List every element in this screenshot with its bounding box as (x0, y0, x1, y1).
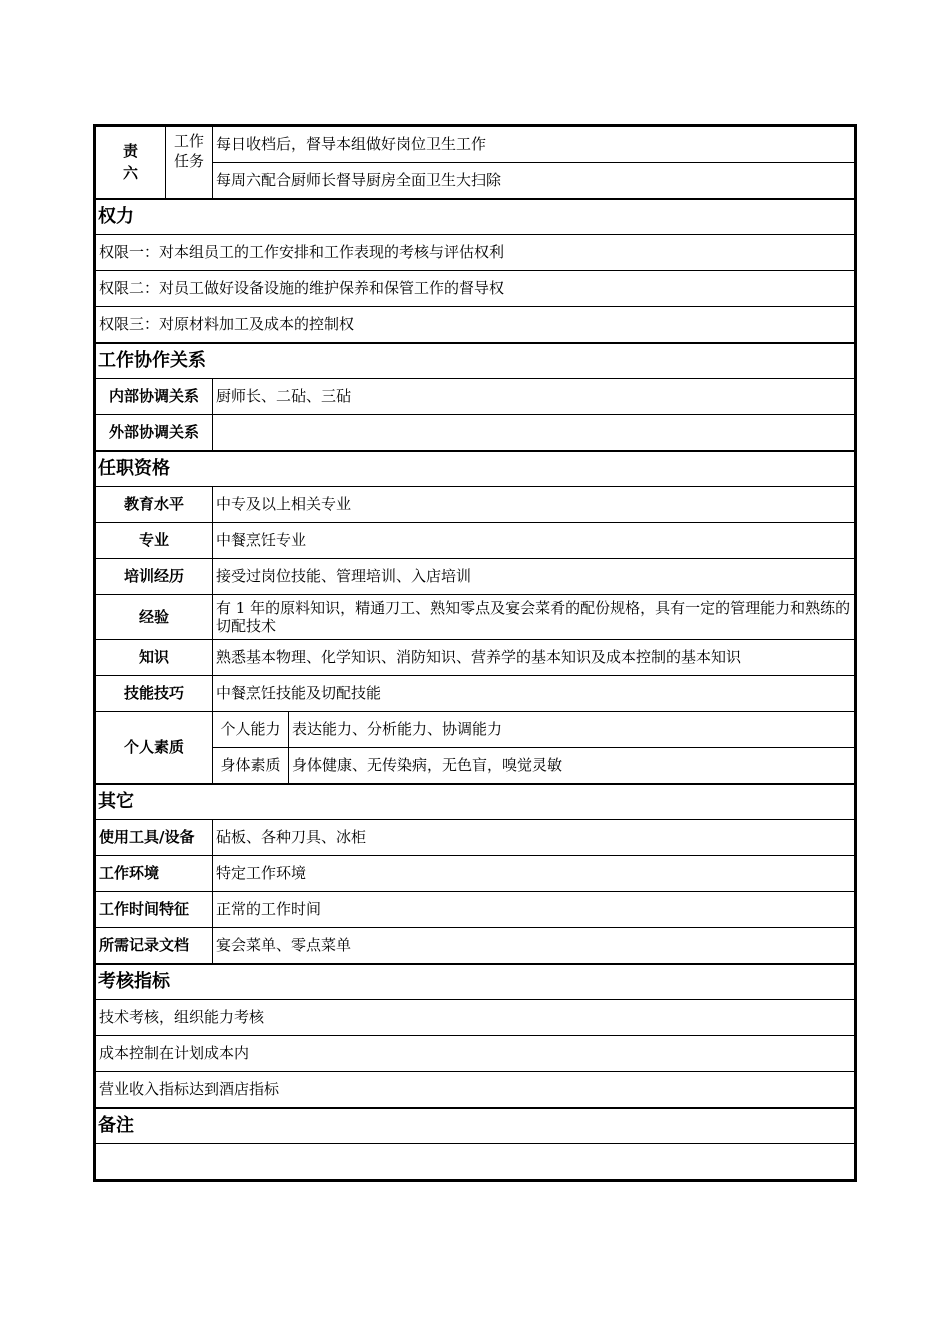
qualification-label: 知识 (96, 640, 213, 676)
responsibility-sub-label-text: 工作 任务 (173, 132, 204, 170)
relation-label: 外部协调关系 (96, 415, 213, 451)
section-title-kpi: 考核指标 (96, 964, 855, 1000)
personal-quality-sub-label: 身体素质 (213, 748, 289, 784)
qualification-value: 有 1 年的原料知识，精通刀工、熟知零点及宴会菜肴的配份规格，具有一定的管理能力和熟练的切配技术 (213, 595, 855, 640)
qualification-label: 专业 (96, 523, 213, 559)
section-title-relations: 工作协作关系 (96, 343, 855, 379)
qualification-value: 中餐烹饪技能及切配技能 (213, 676, 855, 712)
authority-item: 权限一：对本组员工的工作安排和工作表现的考核与评估权利 (96, 235, 855, 271)
other-value: 正常的工作时间 (213, 892, 855, 928)
responsibility-sub-label (166, 127, 213, 199)
qualification-label: 技能技巧 (96, 676, 213, 712)
other-value: 宴会菜单、零点菜单 (213, 928, 855, 964)
responsibility-task: 每日收档后，督导本组做好岗位卫生工作 (213, 127, 855, 163)
personal-quality-value: 身体健康、无传染病，无色盲，嗅觉灵敏 (289, 748, 855, 784)
section-title-qualifications: 任职资格 (96, 451, 855, 487)
responsibility-task: 每周六配合厨师长督导厨房全面卫生大扫除 (213, 163, 855, 199)
kpi-item: 营业收入指标达到酒店指标 (96, 1072, 855, 1108)
kpi-item: 技术考核，组织能力考核 (96, 1000, 855, 1036)
personal-quality-value: 表达能力、分析能力、协调能力 (289, 712, 855, 748)
personal-quality-label: 个人素质 (96, 712, 213, 784)
other-value: 特定工作环境 (213, 856, 855, 892)
other-label: 工作时间特征 (96, 892, 213, 928)
section-title-other: 其它 (96, 784, 855, 820)
relation-value: 厨师长、二砧、三砧 (213, 379, 855, 415)
other-label: 使用工具/设备 (96, 820, 213, 856)
authority-item: 权限二：对员工做好设备设施的维护保养和保管工作的督导权 (96, 271, 855, 307)
responsibility-label (96, 127, 166, 199)
remarks-value (96, 1144, 855, 1180)
other-value: 砧板、各种刀具、冰柜 (213, 820, 855, 856)
section-title-authority: 权力 (96, 199, 855, 235)
job-description-sheet (93, 124, 857, 1182)
qualification-value: 接受过岗位技能、管理培训、入店培训 (213, 559, 855, 595)
qualification-value: 中餐烹饪专业 (213, 523, 855, 559)
qualification-label: 教育水平 (96, 487, 213, 523)
other-label: 工作环境 (96, 856, 213, 892)
authority-item: 权限三：对原材料加工及成本的控制权 (96, 307, 855, 343)
relation-label: 内部协调关系 (96, 379, 213, 415)
qualification-value: 中专及以上相关专业 (213, 487, 855, 523)
section-title-remarks: 备注 (96, 1108, 855, 1144)
responsibility-label-text: 责 六 (122, 142, 138, 183)
personal-quality-sub-label: 个人能力 (213, 712, 289, 748)
kpi-item: 成本控制在计划成本内 (96, 1036, 855, 1072)
qualification-label: 培训经历 (96, 559, 213, 595)
job-description-table (95, 126, 855, 1180)
relation-value (213, 415, 855, 451)
qualification-value: 熟悉基本物理、化学知识、消防知识、营养学的基本知识及成本控制的基本知识 (213, 640, 855, 676)
other-label: 所需记录文档 (96, 928, 213, 964)
qualification-label: 经验 (96, 595, 213, 640)
